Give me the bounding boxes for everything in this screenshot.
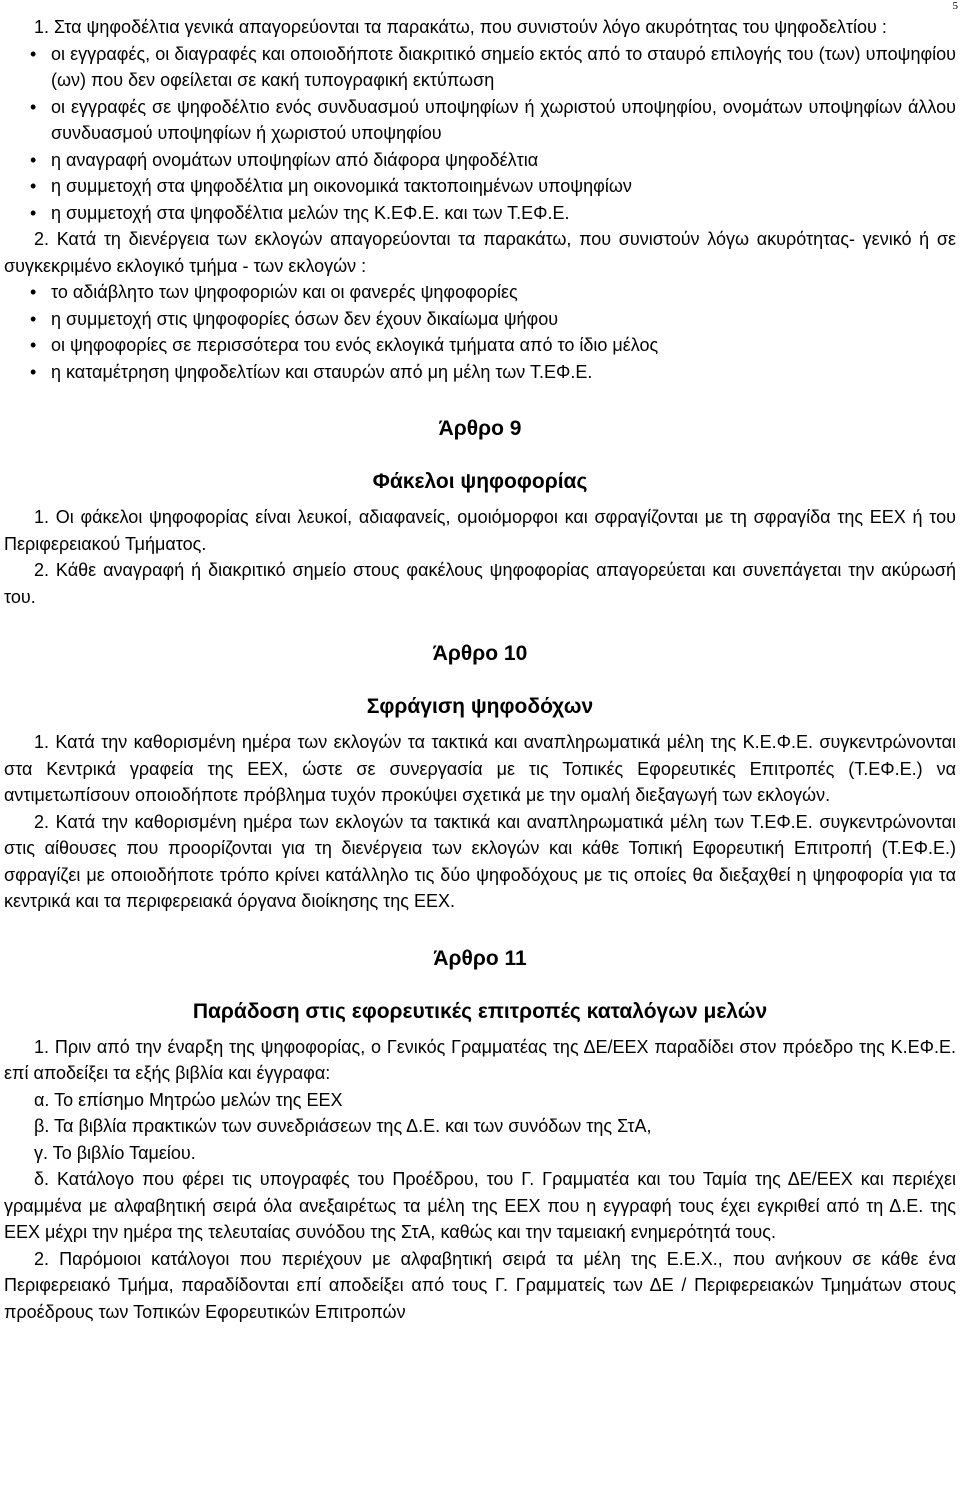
article-11-item-b: β. Τα βιβλία πρακτικών των συνεδριάσεων της Δ.Ε. και των συνόδων της ΣτΑ, [34, 1116, 652, 1136]
article-10-title: Σφράγιση ψηφοδόχων [366, 695, 594, 718]
article-9-para-2: 2. Κάθε αναγραφή ή διακριτικό σημείο στους φακέλους ψηφοφορίας απαγορεύεται και συνεπάγεται την ακύρωσή του. [4, 560, 956, 607]
article-11-heading: Άρθρο 11 [433, 946, 527, 970]
list-item: • οι εγγραφές σε ψηφοδέλτιο ενός συνδυασμού υποψηφίων ή χωριστού υποψηφίου, ονομάτων υποψηφίων άλλου συνδυασμού υποψηφίων ή χωριστού υποψηφίου [4, 94, 956, 147]
article-9-para-1: 1. Οι φάκελοι ψηφοφορίας είναι λευκοί, αδιαφανείς, ομοιόμορφοι και σφραγίζονται με τη σφραγίδα της ΕΕΧ ή του Περιφερειακού Τμήματος. [4, 507, 956, 554]
article-10-para-1: 1. Κατά την καθορισμένη ημέρα των εκλογών τα τακτικά και αναπληρωματικά μέλη της Κ.Ε.Φ.Ε. συγκεντρώνονται στα Κεντρικά γραφεία της ΕΕΧ, ώστε σε συνεργασία με τις Τοπικές Εφορευτικές Επιτροπές (Τ.ΕΦ.Ε.) να αντιμετωπίσουν οποιοδήποτε πρόβλημα τυχόν προκύψει σχετικά με την ομαλή διεξαγωγή των εκλογών. [4, 732, 956, 805]
page-number: 5 [952, 0, 958, 12]
list-item: • οι ψηφοφορίες σε περισσότερα του ενός εκλογικά τμήματα από το ίδιο μέλος [4, 332, 956, 359]
list-item: • η συμμετοχή στις ψηφοφορίες όσων δεν έχουν δικαίωμα ψήφου [4, 306, 956, 333]
section2-bullet-list [4, 279, 956, 385]
list-item: • η συμμετοχή στα ψηφοδέλτια μη οικονομικά τακτοποιημένων υποψηφίων [4, 173, 956, 200]
article-9-title: Φάκελοι ψηφοφορίας [372, 470, 588, 493]
article-11-para-1: 1. Πριν από την έναρξη της ψηφοφορίας, ο Γενικός Γραμματέας της ΔΕ/ΕΕΧ παραδίδει στον πρόεδρο της Κ.ΕΦ.Ε. επί αποδείξει τα εξής βιβλία και έγγραφα: [4, 1036, 956, 1083]
article-11-item-d: δ. Κατάλογο που φέρει τις υπογραφές του Προέδρου, του Γ. Γραμματέα και του Ταμία της ΔΕ/ΕΕΧ και περιέχει γραμμένα με αλφαβητική σειρά όλα ανεξαιρέτως τα μέλη της ΕΕΧ που η εγγραφή τους έχει εγκριθεί από τη Δ.Ε. της ΕΕΧ μέχρι την ημέρα της τελευταίας συνόδου της ΣτΑ, καθώς και την ταμειακή ενημερότητά τους. [4, 1169, 956, 1242]
list-item: • το αδιάβλητο των ψηφοφοριών και οι φανερές ψηφοφορίες [4, 279, 956, 306]
section2-intro: 2. Κατά τη διενέργεια των εκλογών απαγορεύονται τα παρακάτω, που συνιστούν λόγω ακυρότητας- γενικό ή σε συγκεκριμένο εκλογικό τμήμα - των εκλογών : [4, 229, 956, 276]
article-11-title: Παράδοση στις εφορευτικές επιτροπές καταλόγων μελών [192, 999, 768, 1023]
article-9-heading: Άρθρο 9 [438, 417, 522, 440]
list-item: • η αναγραφή ονομάτων υποψηφίων από διάφορα ψηφοδέλτια [4, 147, 956, 174]
list-item: • η καταμέτρηση ψηφοδελτίων και σταυρών από μη μέλη των Τ.ΕΦ.Ε. [4, 359, 956, 386]
section1-intro: 1. Στα ψηφοδέλτια γενικά απαγορεύονται τα παρακάτω, που συνιστούν λόγο ακυρότητας του ψηφοδελτίου : [34, 17, 887, 37]
article-10-heading: Άρθρο 10 [432, 642, 528, 665]
list-item: • οι εγγραφές, οι διαγραφές και οποιοδήποτε διακριτικό σημείο εκτός από το σταυρό επιλογής του (των) υποψηφίου (ων) που δεν οφείλεται σε κακή τυπογραφική εκτύπωση [4, 41, 956, 94]
article-10-para-2: 2. Κατά την καθορισμένη ημέρα των εκλογών τα τακτικά και αναπληρωματικά μέλη των Τ.ΕΦ.Ε. συγκεντρώνονται στις αίθουσες που προορίζονται για τη διενέργεια των εκλογών και κάθε Τοπική Εφορευτική Επιτροπή (Τ.ΕΦ.Ε.) σφραγίζει με οποιοδήποτε τρόπο κρίνει κατάλληλο τις δύο ψηφοδόχους με τις οποίες θα διεξαχθεί η ψηφοφορία για τα κεντρικά και τα περιφερειακά όργανα διοίκησης της ΕΕΧ. [4, 811, 956, 911]
article-11-para-2: 2. Παρόμοιοι κατάλογοι που περιέχουν με αλφαβητική σειρά τα μέλη της Ε.Ε.Χ., που ανήκουν σε κάθε ένα Περιφερειακό Τμήμα, παραδίδονται επί αποδείξει από τους Γ. Γραμματείς των ΔΕ / Περιφερειακών Τμημάτων στους προέδρους των Τοπικών Εφορευτικών Επιτροπών [4, 1248, 956, 1322]
article-11-item-a: α. Το επίσημο Μητρώο μελών της ΕΕΧ [34, 1089, 343, 1110]
section1-bullet-list [4, 41, 956, 227]
article-11-item-c: γ. Το βιβλίο Ταμείου. [34, 1142, 196, 1163]
list-item: • η συμμετοχή στα ψηφοδέλτια μελών της Κ.ΕΦ.Ε. και των Τ.ΕΦ.Ε. [4, 200, 956, 227]
